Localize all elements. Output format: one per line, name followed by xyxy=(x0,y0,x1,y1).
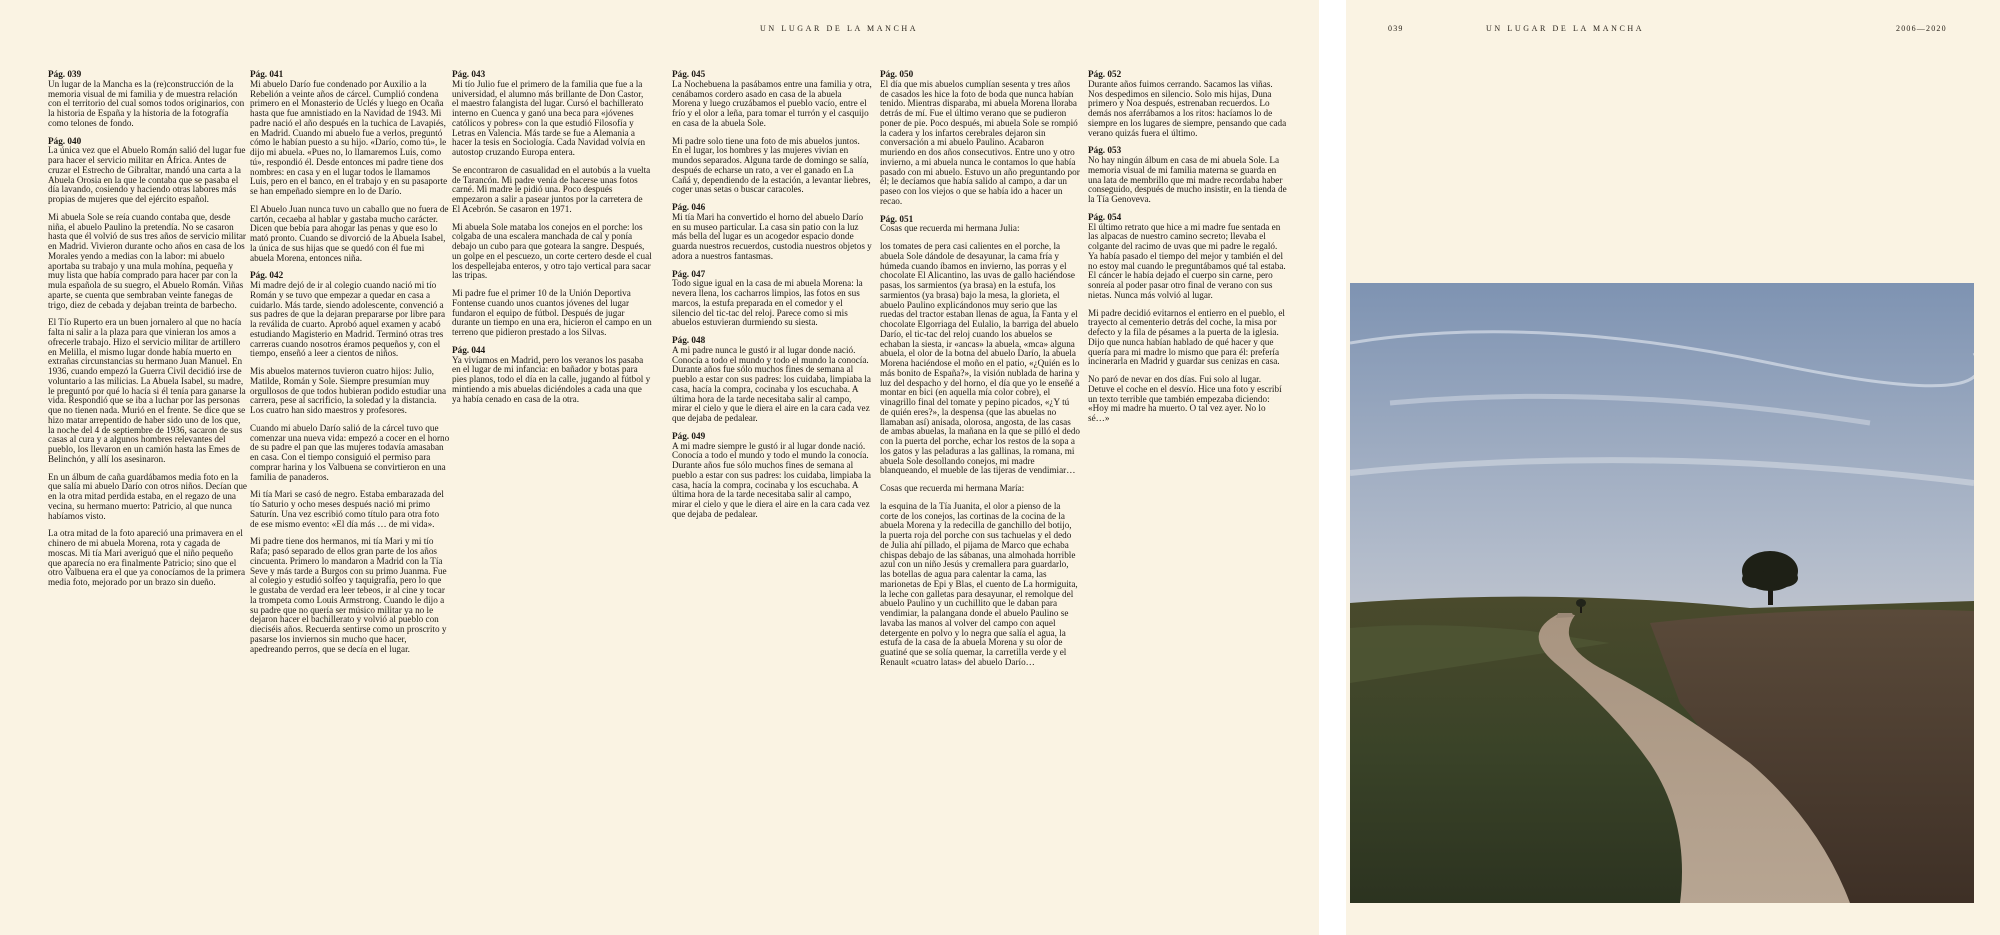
landscape-photo xyxy=(1350,283,1974,903)
text-section xyxy=(250,271,450,654)
page-reference: Pág. 054 xyxy=(1088,211,1122,222)
text-column-2 xyxy=(250,70,450,662)
page-reference: Pág. 053 xyxy=(1088,145,1122,156)
paragraph: Mi abuela Sole mataba los conejos en el porche: los colgaba de una escalera manchada de cal y ponía debajo un cubo para que goteara la sangre. Después, un golpe en el pescuezo, un corte certero desde el cual los despellejaba enteros, y otro tajo vertical para sacar las tripas. xyxy=(452,221,652,281)
page-reference: Pág. 042 xyxy=(250,270,284,281)
page-reference: Pág. 043 xyxy=(452,69,486,79)
paragraph: La única vez que el Abuelo Román salió del lugar fue para hacer el servicio militar en África. Antes de cruzar el Estrecho de Gibraltar, mandó una carta a la Abuela Orosia en la que le contaba que se pasaba el día lavando, cosiendo y haciendo otras labores más propias de mujeres que del ejército español. xyxy=(48,145,246,204)
paragraph: Mi madre dejó de ir al colegio cuando nació mi tío Román y se tuvo que empezar a quedar en casa a cuidarlo. Más tarde, siendo adolescente, convenció a sus padres de que la dejaran prepararse por libre para la reválida de cuarto. Aprobó aquel examen y acabó estudiando Magisterio en Madrid. Terminó otras tres carreras cuando nosotros éramos pequeños y, con el tiempo, enseñó a leer a cientos de niños. xyxy=(250,280,446,359)
paragraph: Mis abuelos maternos tuvieron cuatro hijos: Julio, Matilde, Román y Sole. Siempre presumían muy orgullosos de que todos hubieran podido estudiar una carrera, pese al sacrificio, la soledad y la distancia. Los cuatro han sido maestros y profesores. xyxy=(250,366,447,415)
paragraph: Mi tía Mari ha convertido el horno del abuelo Darío en su museo particular. La casa sin patio con la luz más bella del lugar es un acogedor espacio donde guarda nuestros recuerdos, custodia nuestros objetos y adora a nuestros fantasmas. xyxy=(672,211,872,261)
paragraph: La otra mitad de la foto apareció una primavera en el chinero de mi abuela Morena, rota y cagada de moscas. Mi tía Mari averiguó que el niño pequeño que aparecía no era finalmente Patricio; sino que el otro Valbuena era el que ya conocíamos de la primera media foto, mejorado por un brazo sin dueño. xyxy=(48,528,246,587)
paragraph: A mi madre siempre le gustó ir al lugar donde nació. Conocía a todo el mundo y todo el mundo la conocía. Durante años fue sólo muchos fines de semana al pueblo a estar con sus padres: los cuidaba, limpiaba la casa, hacía la compra, cocinaba y los escuchaba. A última hora de la tarde necesitaba salir al campo, mirar el cielo y que le diera el aire en la cara cada vez que dejaba de pedalear. xyxy=(672,440,872,519)
text-section xyxy=(1088,70,1288,138)
text-column-5 xyxy=(880,70,1080,676)
paragraph: Mi padre fue el primer 10 de la Unión Deportiva Fontense cuando unos cuantos jóvenes del lugar fundaron el equipo de fútbol. Después de jugar durante un tiempo en una era, hicieron el campo en un terreno que pidieron prestado a los Silvas. xyxy=(452,288,652,337)
paragraph: Mi padre decidió evitarnos el entierro en el pueblo, el trayecto al cementerio detrás del coche, la misa por defecto y la fila de pésames a la puerta de la iglesia. Dijo que nunca habían hablado de qué hacer y que quería para mi madre lo mismo que para él: prefería incinerarla en Madrid y guardar sus cenizas en casa. xyxy=(1088,307,1285,367)
page-number: 039 xyxy=(1388,24,1404,33)
page-gutter xyxy=(1319,0,1346,935)
page-reference: Pág. 050 xyxy=(880,69,914,79)
text-section xyxy=(48,70,248,129)
paragraph: No paró de nevar en dos días. Fui solo al lugar. Detuve el coche en el desvío. Hice una foto y escribí un texto terrible que también empezaba diciendo: «Hoy mi madre ha muerto. O tal vez ayer. No lo sé…» xyxy=(1088,374,1282,423)
page-reference: Pág. 041 xyxy=(250,69,284,79)
paragraph: Todo sigue igual en la casa de mi abuela Morena: la nevera llena, los cacharros limpios, las fotos en sus marcos, la estufa preparada en el comedor y el silencio del tic-tac del reloj. Parece como si mis abuelos estuvieran durmiendo su siesta. xyxy=(672,278,863,328)
paragraph: Ya vivíamos en Madrid, pero los veranos los pasaba en el lugar de mi infancia: en bañador y botas para pies planos, todo el día en la calle, jugando al fútbol y mintiendo a mis abuelas diciéndoles a cada una que ya había cenado en casa de la otra. xyxy=(452,354,651,404)
running-head-right: UN LUGAR DE LA MANCHA xyxy=(1486,24,1645,33)
text-section xyxy=(672,70,872,195)
running-head-left: UN LUGAR DE LA MANCHA xyxy=(760,24,919,33)
years-label: 2006—2020 xyxy=(1896,24,1947,33)
page-reference: Pág. 040 xyxy=(48,135,82,146)
text-section xyxy=(1088,146,1288,205)
text-section xyxy=(1088,213,1288,424)
text-section xyxy=(672,270,872,329)
paragraph: Se encontraron de casualidad en el autobús a la vuelta de Tarancón. Mi padre venía de hacerse unas fotos carné. Mi madre le pidió una. Poco después empezaron a salir a pasear juntos por la carretera de El Acebrón. Se casaron en 1971. xyxy=(452,164,651,214)
paragraph: Mi padre solo tiene una foto de mis abuelos juntos. En el lugar, los hombres y las mujeres vivían en mundos separados. Alguna tarde de domingo se salía, después de echarse un rato, a ver el ganado en La Cañá y, dependiendo de la estación, a levantar liebres, coger unas setas o buscar caracoles. xyxy=(672,135,871,195)
text-section xyxy=(452,70,652,338)
text-section xyxy=(880,70,1080,207)
text-column-3 xyxy=(452,70,652,412)
text-section xyxy=(452,346,652,405)
list-intro: Cosas que recuerda mi hermana Julia: xyxy=(880,223,1020,234)
paragraph: la esquina de la Tía Juanita, el olor a pienso de la corte de los conejos, las cortinas de la cocina de la abuela Morena y la redecilla de ganchillo del botijo, la puerta roja del porche con sus tachuelas y el dedo de Julia ahí pillado, el pijama de Marco que echaba chispas debajo de las sábanas, una almohada horrible azul con un niño Jesús y cremallera para guardarlo, las botellas de agua para calentar la cama, las marionetas de Epi y Blas, el cuento de La hormiguita, la leche con galletas para desayunar, el remolque del abuelo Paulino y un cuchillito que le daban para vendimiar, la palangana donde el abuelo Paulino se lavaba las manos al volver del campo con aquel detergente en polvo y lo negra que salía el agua, la estufa de la casa de la abuela Morena y su olor de guatiné que se solía quemar, la carretilla verde y el Renault «cuatro latas» del abuelo Darío… xyxy=(880,500,1078,667)
page-reference: Pág. 045 xyxy=(672,69,706,79)
paragraph: El último retrato que hice a mi madre fue sentada en las alpacas de nuestro camino secreto; llevaba el colgante del racimo de uvas que mi padre le regaló. Ya había pasado el tiempo del mejor y también el del no estoy mal cuando le preguntábamos qué tal estaba. El cáncer le había dejado el cuerpo sin carne, pero sonreía al poder pasar otro final de verano con sus nietas. Nunca más volvió al lugar. xyxy=(1088,221,1286,300)
paragraph: Un lugar de la Mancha es la (re)construcción de la memoria visual de mi familia y de muestra relación con el territorio del cual somos todos originarios, con la historia de España y la historia de la fotografía como telones de fondo. xyxy=(48,78,245,128)
paragraph: El Tío Ruperto era un buen jornalero al que no hacía falta ni salir a la plaza para que vinieran los amos a ofrecerle trabajo. Hizo el servicio militar de artillero en Melilla, el mismo lugar donde había muerto en extrañas circunstancias su hermano Juan Manuel. En 1936, cuando empezó la Guerra Civil decidió irse de voluntario a las milicias. La Abuela Isabel, su madre, le preguntó por qué lo hacía si él tenía para ganarse la vida. Respondió que se iba a luchar por las personas que no tienen nada. Murió en el frente. Se dice que se hizo matar arrepentido de haber sido uno de los que, la noche del 4 de septiembre de 1936, sacaron de sus casas al cura y a algunos hombres relevantes del pueblo, los llevaron en un camión hasta las Emes de Belinchón, y allí los asesinaron. xyxy=(48,317,246,464)
paragraph: Cuando mi abuelo Darío salió de la cárcel tuvo que comenzar una nueva vida: empezó a cocer en el horno de su padre el pan que las mujeres todavía amasaban en casa. Con el tiempo consiguió el permiso para comprar harina y los Valbuena se convirtieron en una familia de panaderos. xyxy=(250,422,450,482)
paragraph: Mi abuela Sole se reía cuando contaba que, desde niña, el abuelo Paulino la pretendía. No se casaron hasta que él volvió de sus tres años de servicio militar en Madrid. Vivieron durante ocho años en casa de los Morales yendo a medias con la labor: mi abuelo aportaba su trabajo y una mula mohína, pequeña y muy lista que había comprado para hacer par con la mula española de su suegro, el Abuelo Román. Viñas aparte, se cuenta que sembraban veinte fanegas de trigo, diez de cebada y dejaban treinta de barbecho. xyxy=(48,211,246,310)
page-reference: Pág. 052 xyxy=(1088,69,1122,79)
paragraph: los tomates de pera casi calientes en el porche, la abuela Sole dándole de desayunar, la cama fría y húmeda cuando íbamos en invierno, las porras y el chocolate El Alicantino, las uvas de gallo haciéndose pasas, los sarmientos (ya brasa) en la estufa, los sarmientos (ya brasa) bajo la mesa, la glorieta, el abuelo Paulino explicándonos muy serio que las ruedas del tractor estaban llenas de agua, la Fanta y el chocolate Elgorriaga del Eulalio, la barriga del abuelo Darío, el tic-tac del reloj cuando los abuelos se echaban la siesta, ir «ancas» la abuela, «mca» alguna abuela, el olor de la botna del abuelo Darío, la abuela Morena haciéndose el moño en el patio, «¿Quién es lo más bonito de España?», la visión nublada de harina y luz del despacho y del horno, el día que yo le enseñé a montar en bici (en aquella mía color cobre), el vinagrillo final del tomate y pepino picados, «¿Y tú de quién eres?», la despensa (que las abuelas no llamaban así) anisada, olorosa, angosta, de las casas de ambas abuelas, la mañana en la que se pilló el dedo con la puerta del porche, echar los restos de la sopa a los gatos y las peladuras a las gallinas, la romana, mi abuela Sole desollando conejos, mi madre blanqueando, el mueble de las tijeras de vendimiar… xyxy=(880,241,1081,476)
paragraph: Durante años fuimos cerrando. Sacamos las viñas. Nos despedimos en silencio. Solo mis hijas, Duna primero y Noa después, estrenaban recuerdos. Lo demás nos aferrábamos a los ritos: hacíamos lo de siempre en los lugares de siempre, pensando que cada verano quizás fuera el último. xyxy=(1088,78,1287,138)
text-column-1 xyxy=(48,70,248,596)
text-section xyxy=(672,432,872,520)
page-reference: Pág. 051 xyxy=(880,213,914,224)
text-section xyxy=(880,484,1080,668)
text-section xyxy=(880,215,1080,477)
paragraph: El día que mis abuelos cumplían sesenta y tres años de casados les hice la foto de boda que nunca habían tenido. Mientras disparaba, mi abuela Morena lloraba detrás de mí. Fue el último verano que se pudieron poner de pie. Poco después, mi abuela Sole se rompió la cadera y los infartos cerebrales dejaron sin conversación a mi abuelo Paulino. Acabaron muriendo en dos años consecutivos. Entre uno y otro invierno, a mi abuela nunca le contamos lo que había pasado con mi abuelo. Estuvo un año preguntando por él; le decíamos que había salido al campo, a dar un paseo con los viejos o que se había ido a hacer un recao. xyxy=(880,78,1080,206)
paragraph: A mi padre nunca le gustó ir al lugar donde nació. Conocía a todo el mundo y todo el mundo la conocía. Durante años fue sólo muchos fines de semana al pueblo a estar con sus padres: los cuidaba, limpiaba la casa, hacía la compra, cocinaba y los escuchaba. A última hora de la tarde necesitaba salir al campo, mirar el cielo y que le diera el aire en la cara cada vez que dejaba de pedalear. xyxy=(672,344,872,423)
list-intro: Cosas que recuerda mi hermana María: xyxy=(880,483,1025,493)
text-column-4 xyxy=(672,70,872,528)
paragraph: La Nochebuena la pasábamos entre una familia y otra, cenábamos cordero asado en casa de la abuela Morena y luego cruzábamos el pueblo vacío, entre el frío y el olor a leña, para tomar el turrón y el casquijo en casa de la abuela Sole. xyxy=(672,78,872,128)
paragraph: Mi tío Julio fue el primero de la familia que fue a la universidad, el alumno más brillante de Don Castor, el maestro falangista del lugar. Cursó el bachillerato interno en Cuenca y ganó una beca para «jóvenes católicos y pobres» con la que estudió Filosofía y Letras en Valencia. Más tarde se fue a Alemania a hacer la tesis en Sociología. Cada Navidad volvía en autostop cruzando Europa entera. xyxy=(452,78,646,157)
text-section xyxy=(48,137,248,588)
page-reference: Pág. 047 xyxy=(672,268,706,279)
paragraph: No hay ningún álbum en casa de mi abuela Sole. La memoria visual de mi familia materna se guarda en una lata de membrillo que mi madre recordaba haber conseguido, después de mucho insistir, en la tienda de la Tía Genoveva. xyxy=(1088,155,1287,204)
page-reference: Pág. 039 xyxy=(48,69,82,79)
page-reference: Pág. 048 xyxy=(672,335,706,345)
text-section xyxy=(250,70,450,263)
paragraph: Mi padre tiene dos hermanos, mi tía Mari y mi tío Rafa; pasó separado de ellos gran parte de los años cincuenta. Primero lo mandaron a Madrid con la Tía Seve y más tarde a Burgos con su primo Juanma. Fue al colegio y estudió solfeo y taquigrafía, pero lo que le gustaba de verdad era leer tebeos, ir al cine y tocar la trompeta como Louis Armstrong. Cuando le dijo a su padre que no quería ser músico militar ya no le dejaron hacer el bachillerato y volvió al pueblo con dieciséis años. Recuerda sentirse como un proscrito y pasarse los inviernos sin mucho que hacer, apedreando perros, que se decía en el lugar. xyxy=(250,536,447,654)
paragraph: En un álbum de caña guardábamos media foto en la que salía mi abuelo Darío con otros niños. Decían que en la otra mitad perdida estaba, en el regazo de una vecina, su hermano muerto: Patricio, al que nunca habíamos visto. xyxy=(48,471,248,521)
paragraph: Mi abuelo Darío fue condenado por Auxilio a la Rebelión a veinte años de cárcel. Cumplió condena primero en el Monasterio de Uclés y luego en Ocaña hasta que fue amnistiado en la Navidad de 1943. Mi padre nació el año después en la tuchica de Lavapiés, en Madrid. Cuando mi abuelo fue a verlos, preguntó cómo le habían puesto a su hijo. «Darío, como tú», le dijo mi abuela. «Pues no, lo llamaremos Luis, como tú», respondió él. Desde entonces mi padre tiene dos nombres: en casa y en el lugar todos le llamamos Luis, pero en el banco, en el trabajo y en su pasaporte se han empeñado siempre en lo de Darío. xyxy=(250,78,448,196)
page-reference: Pág. 049 xyxy=(672,430,706,441)
paragraph: El Abuelo Juan nunca tuvo un caballo que no fuera de cartón, cecaeba al hablar y gastaba mucho carácter. Dicen que bebía para ahogar las penas y que eso lo mató pronto. Cuando se divorció de la Abuela Isabel, la única de sus hijas que se quedó con él fue mi abuela Morena, entonces niña. xyxy=(250,203,449,263)
text-column-6 xyxy=(1088,70,1288,432)
page-reference: Pág. 046 xyxy=(672,202,706,212)
text-section xyxy=(672,203,872,262)
text-section xyxy=(672,336,872,424)
page-reference: Pág. 044 xyxy=(452,344,486,355)
paragraph: Mi tía Mari se casó de negro. Estaba embarazada del tío Saturio y ocho meses después nació mi primo Saturín. Una vez escribió como título para otra foto de ese mismo evento: «El día más … de mi vida». xyxy=(250,489,444,529)
